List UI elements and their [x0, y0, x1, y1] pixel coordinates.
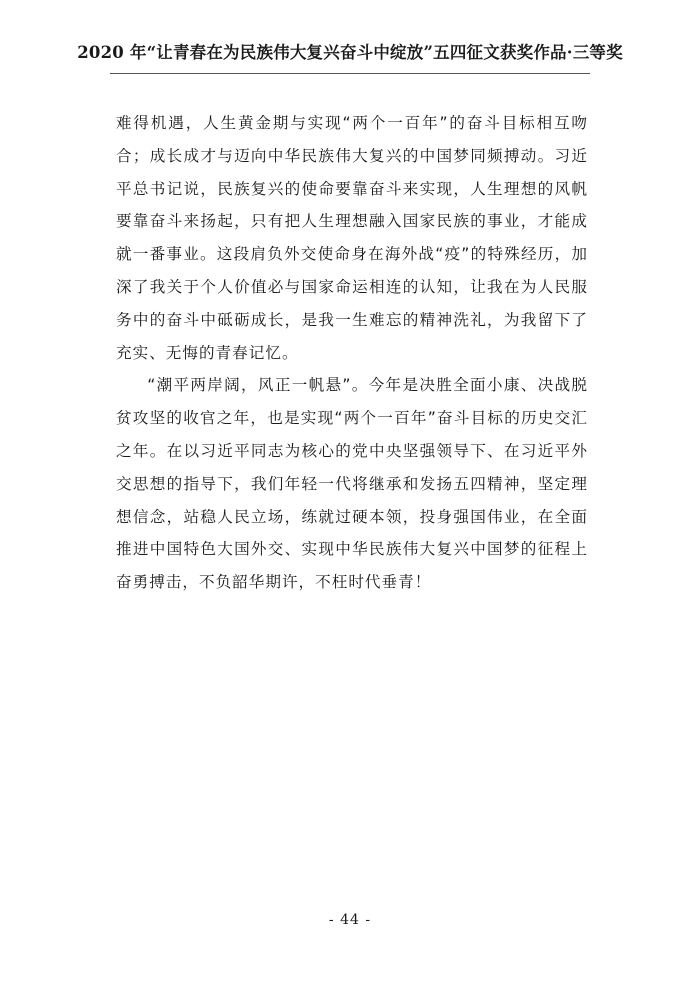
body-paragraph-2: “潮平两岸阔，风正一帆悬”。今年是决胜全面小康、决战脱贫攻坚的收官之年，也是实现“两个一百年”奋斗目标的历史交汇之年。在以习近平同志为核心的党中央坚强领导下、在习近平外交思想的指导下，我们年轻一代将继承和发扬五四精神，坚定理想信念，站稳人民立场，练就过硬本领，投身强国伟业，在全面推进中国特色大国外交、实现中华民族伟大复兴中国梦的征程上奋勇搏击，不负韶华期许，不枉时代垂青！: [116, 376, 588, 592]
document-body: [116, 107, 588, 599]
page-number: - 44 -: [328, 912, 372, 928]
header-divider: [110, 73, 590, 74]
page-header-title: 2020 年“让青春在为民族伟大复兴奋斗中绽放”五四征文获奖作品·三等奖: [77, 43, 623, 62]
body-paragraph-1: 难得机遇，人生黄金期与实现“两个一百年”的奋斗目标相互吻合；成长成才与迈向中华民族伟大复兴的中国梦同频搏动。习近平总书记说，民族复兴的使命要靠奋斗来实现，人生理想的风帆要靠奋斗来扬起，只有把人生理想融入国家民族的事业，才能成就一番事业。这段肩负外交使命身在海外战“疫”的特殊经历，加深了我关于个人价值必与国家命运相连的认知，让我在为人民服务中的奋斗中砥砺成长，是我一生难忘的精神洗礼，为我留下了充实、无悔的青春记忆。: [116, 114, 588, 362]
